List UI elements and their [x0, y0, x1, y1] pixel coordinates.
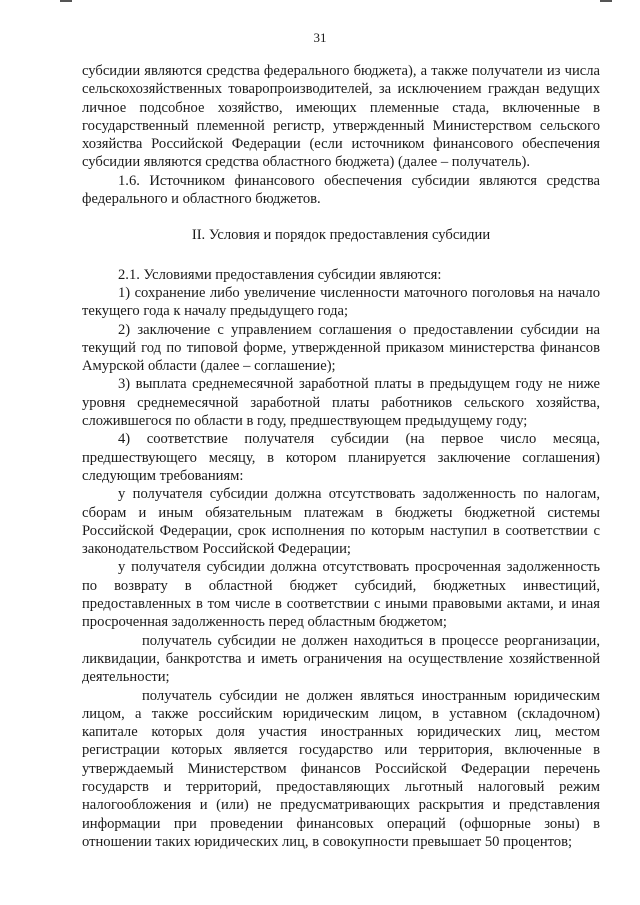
document-body: [82, 62, 600, 851]
requirement-foreign-entity: получатель субсидии не должен являться иностранным юридическим лицом, а также российским юридическим лицом, в уставном (складочном) капитале которых доля участия иностранных юридических лиц, местом регистрации которых является государство или территория, включенные в утверждаемый Министерством финансов Российской Федерации перечень государств и территорий, предоставляющих льготный налоговый режим налогообложения и (или) не предусматривающих раскрытия и представления информации при проведении финансовых операций (офшорные зоны) в отношении таких юридических лиц, в совокупности превышает 50 процентов;: [82, 687, 600, 850]
paragraph-continuation: субсидии являются средства федерального бюджета), а также получатели из числа сельскохозяйственных товаропроизводителей, за исключением граждан ведущих личное подсобное хозяйство, имеющих племенные стада, включенные в государственный племенной регистр, утвержденный Министерством сельского хозяйства Российской Федерации (если источником финансового обеспечения субсидии являются средства областного бюджета) (далее – получатель).: [82, 63, 600, 171]
list-item-2: 2) заключение с управлением соглашения о предоставлении субсидии на текущий год по типовой форме, утвержденной приказом министерства финансов Амурской области (далее – соглашение);: [82, 321, 600, 375]
paragraph-1-6: 1.6. Источником финансового обеспечения субсидии являются средства федерального и областного бюджетов.: [82, 172, 600, 208]
requirement-tax-debt: у получателя субсидии должна отсутствовать задолженность по налогам, сборам и иным обязательным платежам в бюджеты бюджетной системы Российской Федерации, срок исполнения по которым наступил в соответствии с законодательством Российской Федерации;: [82, 486, 600, 558]
section-heading: II. Условия и порядок предоставления субсидии: [191, 227, 491, 244]
scan-mark-right: [600, 0, 612, 2]
list-item-1: 1) сохранение либо увеличение численности маточного поголовья на начало текущего года к началу предыдущего года;: [82, 284, 600, 320]
page-number: 31: [313, 30, 327, 45]
paragraph-2-1: 2.1. Условиями предоставления субсидии являются:: [118, 266, 442, 283]
requirement-overdue-debt: у получателя субсидии должна отсутствовать просроченная задолженность по возврату в областной бюджет субсидий, бюджетных инвестиций, предоставленных в том числе в соответствии с иными правовыми актами, и иная просроченная задолженность перед областным бюджетом;: [82, 559, 600, 631]
scan-mark-left: [60, 0, 72, 2]
list-item-4: 4) соответствие получателя субсидии (на первое число месяца, предшествующего месяцу, в котором планируется заключение соглашения) следующим требованиям:: [82, 431, 600, 484]
requirement-reorganization: получатель субсидии не должен находиться в процессе реорганизации, ликвидации, банкротства и иметь ограничения на осуществление хозяйственной деятельности;: [82, 632, 600, 686]
list-item-3: 3) выплата среднемесячной заработной платы в предыдущем году не ниже уровня среднемесячной заработной платы работников сельского хозяйства, сложившегося по области в году, предшествующем предыдущему году;: [82, 376, 600, 430]
